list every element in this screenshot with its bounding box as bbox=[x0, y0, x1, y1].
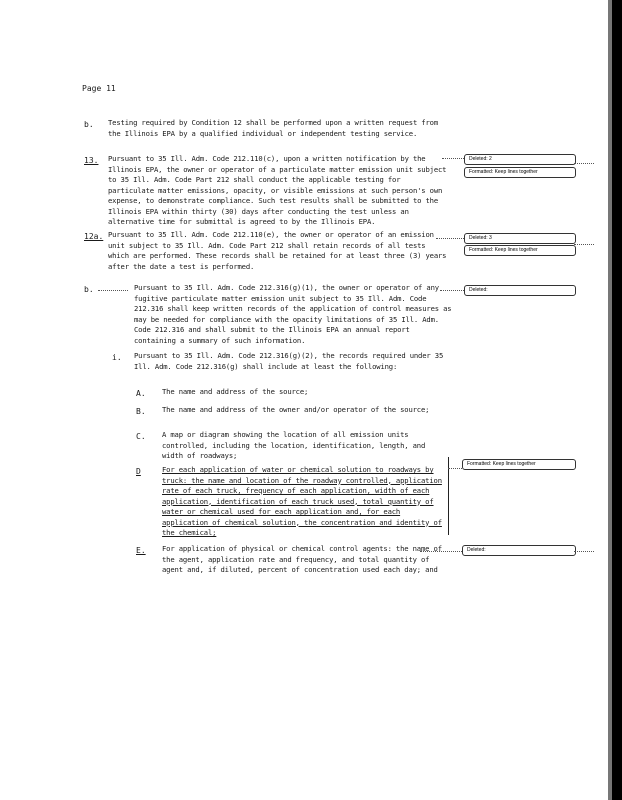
subitem-text: A map or diagram showing the location of all emission units controlled, including the location, identification, length, and width of roadways; bbox=[162, 430, 426, 460]
subitem-letter: D bbox=[136, 467, 141, 476]
comment-leader-line bbox=[448, 468, 462, 469]
subitem-letter: A. bbox=[136, 389, 146, 398]
margin-comment-box[interactable] bbox=[462, 545, 576, 556]
comment-leader-line bbox=[574, 163, 594, 164]
item-number: 12a. bbox=[84, 232, 104, 241]
margin-comment-box[interactable] bbox=[462, 459, 576, 470]
margin-comment-box[interactable] bbox=[464, 285, 576, 296]
item-number: 13. bbox=[84, 156, 99, 165]
subitem-text: The name and address of the source; bbox=[162, 387, 309, 396]
margin-comment-label: Formatted: Keep lines together bbox=[469, 247, 538, 253]
item-text: Pursuant to 35 Ill. Adm. Code 212.110(c), upon a written notification by the Illinois EPA, the owner or operator of a particulate matter emission unit subject to 35 Ill. Adm. Code Part 212 shall conduct the applicable testing for particulate matter emissions, opacity, or visible emissions at such person's own expense, to demonstrate compliance. Such test results shall be submitted to the Illinois EPA within thirty (30) days after conducting the test unless an alternative time for submittal is agreed to by the Illinois EPA. bbox=[108, 154, 447, 226]
margin-comment-box[interactable] bbox=[464, 154, 576, 165]
item-number: b. bbox=[84, 120, 94, 129]
item-number: i. bbox=[112, 353, 122, 362]
margin-comment-label: Formatted: Keep lines together bbox=[469, 169, 538, 175]
comment-leader-line bbox=[442, 158, 466, 159]
margin-comment-box[interactable] bbox=[464, 167, 576, 178]
margin-comment-label: Deleted: 2 bbox=[469, 156, 492, 162]
subitem-text-inserted: For each application of water or chemical solution to roadways by truck: the name and location of the roadway controlled, application rate of each truck, frequency of each application, width of each application, identification of each truck used, total quantity of water or chemical used for each application and, for each application of chemical solution, the concentration and identity of the chemical; bbox=[162, 465, 442, 537]
page-header: Page 11 bbox=[82, 84, 116, 93]
margin-comment-box[interactable] bbox=[464, 245, 576, 256]
margin-comment-box[interactable] bbox=[464, 233, 576, 244]
comment-leader-line bbox=[420, 551, 462, 552]
item-text: Pursuant to 35 Ill. Adm. Code 212.316(g)(2), the records required under 35 Ill. Adm. Code 212.316(g) shall include at least the following: bbox=[134, 351, 444, 371]
subitem-text: The name and address of the owner and/or operator of the source; bbox=[162, 405, 430, 414]
subitem-text: For application of physical or chemical control agents: the name of the agent, application rate and frequency, and total quantity of agent and, if diluted, percent of concentration used each day; and bbox=[162, 544, 442, 574]
margin-comment-label: Deleted: bbox=[469, 287, 488, 293]
item-text: Testing required by Condition 12 shall be performed upon a written request from the Illinois EPA by a qualified individual or independent testing service. bbox=[108, 118, 439, 138]
item-text: Pursuant to 35 Ill. Adm. Code 212.110(e), the owner or operator of an emission unit subject to 35 Ill. Adm. Code Part 212 shall retain records of all tests which are performed. These records shall be retained for at least three (3) years after the date a test is performed. bbox=[108, 230, 447, 271]
deletion-leader-line bbox=[98, 290, 128, 291]
scan-edge bbox=[612, 0, 622, 800]
comment-leader-line bbox=[436, 238, 464, 239]
item-text: Pursuant to 35 Ill. Adm. Code 212.316(g)(1), the owner or operator of any fugitive particulate matter emission unit subject to 35 Ill. Adm. Code 212.316 shall keep written records of the application of control measures as may be needed for compliance with the opacity limitations of 35 Ill. Adm. Code 212.316 and shall submit to the Illinois EPA an annual report containing a summary of such information. bbox=[134, 283, 452, 345]
comment-leader-line bbox=[440, 290, 464, 291]
margin-comment-label: Formatted: Keep lines together bbox=[467, 461, 536, 467]
margin-comment-label: Deleted: bbox=[467, 547, 486, 553]
comment-leader-line bbox=[574, 551, 594, 552]
subitem-letter: C. bbox=[136, 432, 146, 441]
margin-comment-label: Deleted: 3 bbox=[469, 235, 492, 241]
subitem-letter: B. bbox=[136, 407, 146, 416]
subitem-letter: E. bbox=[136, 546, 146, 555]
comment-leader-line bbox=[574, 244, 594, 245]
item-number: b. bbox=[84, 285, 94, 294]
